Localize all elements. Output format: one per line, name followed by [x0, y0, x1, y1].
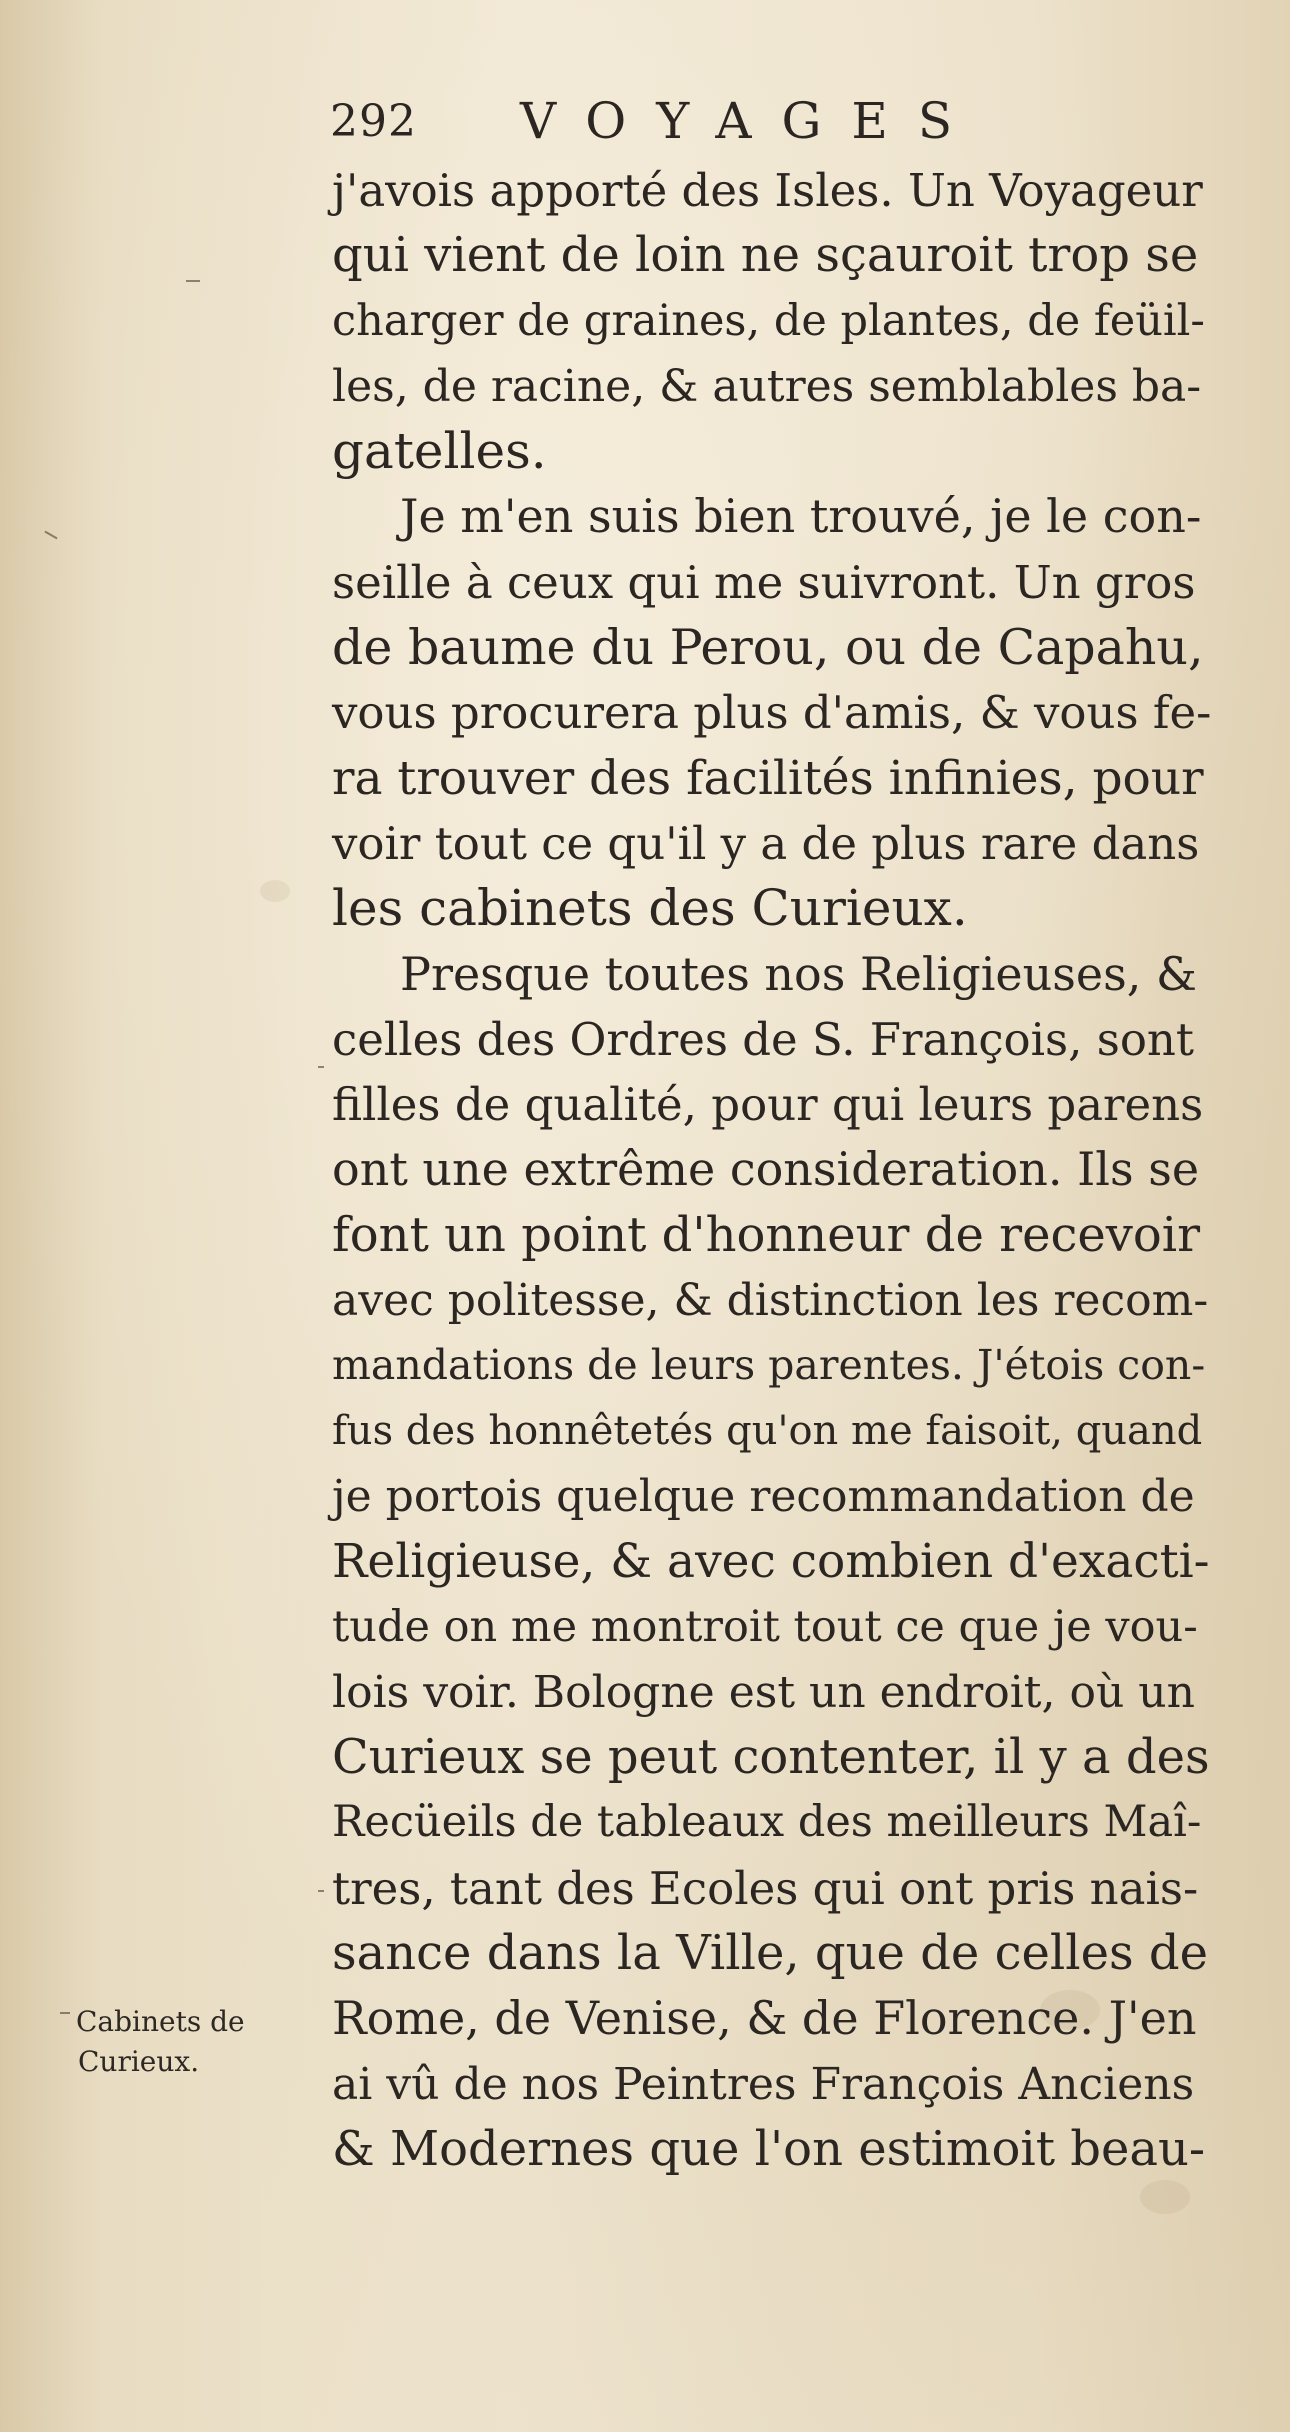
text-line: tres, tant des Ecoles qui ont pris nais-: [332, 1861, 1199, 1915]
text-line: lois voir. Bologne est un endroit, où un: [332, 1666, 1195, 1718]
text-line: voir tout ce qu'il y a de plus rare dans: [332, 816, 1200, 870]
text-line: Recüeils de tableaux des meilleurs Maî-: [332, 1797, 1202, 1848]
text-line: les, de racine, & autres semblables ba-: [332, 360, 1202, 412]
running-head: [330, 92, 1190, 156]
text-line: Rome, de Venise, & de Florence. J'en: [332, 1991, 1197, 2046]
text-line: & Modernes que l'on estimoit beau-: [332, 2120, 1206, 2177]
text-line: j'avois apporté des Isles. Un Voyageur: [332, 164, 1203, 217]
text-line: fus des honnêtetés qu'on me faisoit, quand: [332, 1407, 1203, 1454]
running-title: VOYAGES: [520, 92, 983, 150]
text-line: ont une extrême consideration. Ils se: [332, 1142, 1200, 1197]
text-line: ai vû de nos Peintres François Anciens: [332, 2058, 1195, 2110]
body-text: [332, 158, 1212, 2182]
margin-note: [76, 2002, 316, 2082]
text-line: avec politesse, & distinction les recom-: [332, 1275, 1209, 1327]
text-line: filles de qualité, pour qui leurs parens: [332, 1078, 1204, 1132]
text-line: de baume du Perou, ou de Capahu,: [332, 619, 1204, 677]
text-line: celles des Ordres de S. François, sont: [332, 1012, 1194, 1066]
text-line: charger de graines, de plantes, de feüil-: [332, 295, 1205, 346]
text-line: seille à ceux qui me suivront. Un gros: [332, 555, 1196, 609]
text-line: gatelles.: [332, 422, 547, 481]
text-line: les cabinets des Curieux.: [332, 879, 968, 938]
text-line: tude on me montroit tout ce que je vou-: [332, 1601, 1198, 1652]
margin-mark: [60, 2012, 70, 2014]
text-line: qui vient de loin ne sçauroit trop se: [332, 227, 1199, 284]
text-line: je portois quelque recommandation de: [332, 1470, 1195, 1522]
paragraph-start-line: Je m'en suis bien trouvé, je le con-: [400, 489, 1202, 544]
text-line: ra trouver des facilités infinies, pour: [332, 750, 1204, 806]
page-number: 292: [330, 96, 417, 147]
foxing-spot: [260, 880, 290, 902]
margin-mark: [318, 1066, 324, 1068]
text-line: mandations de leurs parentes. J'étois con-: [332, 1341, 1206, 1390]
text-line: Curieux se peut contenter, il y a des: [332, 1729, 1210, 1786]
text-line: Religieuse, & avec combien d'exacti-: [332, 1534, 1210, 1590]
text-line: vous procurera plus d'amis, & vous fe-: [332, 686, 1212, 740]
text-line: font un point d'honneur de recevoir: [332, 1206, 1201, 1263]
margin-mark: [186, 280, 200, 282]
foxing-spot: [1140, 2180, 1190, 2214]
margin-mark: [44, 531, 57, 540]
paragraph-start-line: Presque toutes nos Religieuses, &: [400, 946, 1197, 1001]
margin-note-line: Curieux.: [78, 2045, 200, 2078]
text-line: sance dans la Ville, que de celles de: [332, 1925, 1208, 1982]
margin-note-line: Cabinets de: [76, 2005, 245, 2038]
margin-mark: [318, 1890, 324, 1892]
